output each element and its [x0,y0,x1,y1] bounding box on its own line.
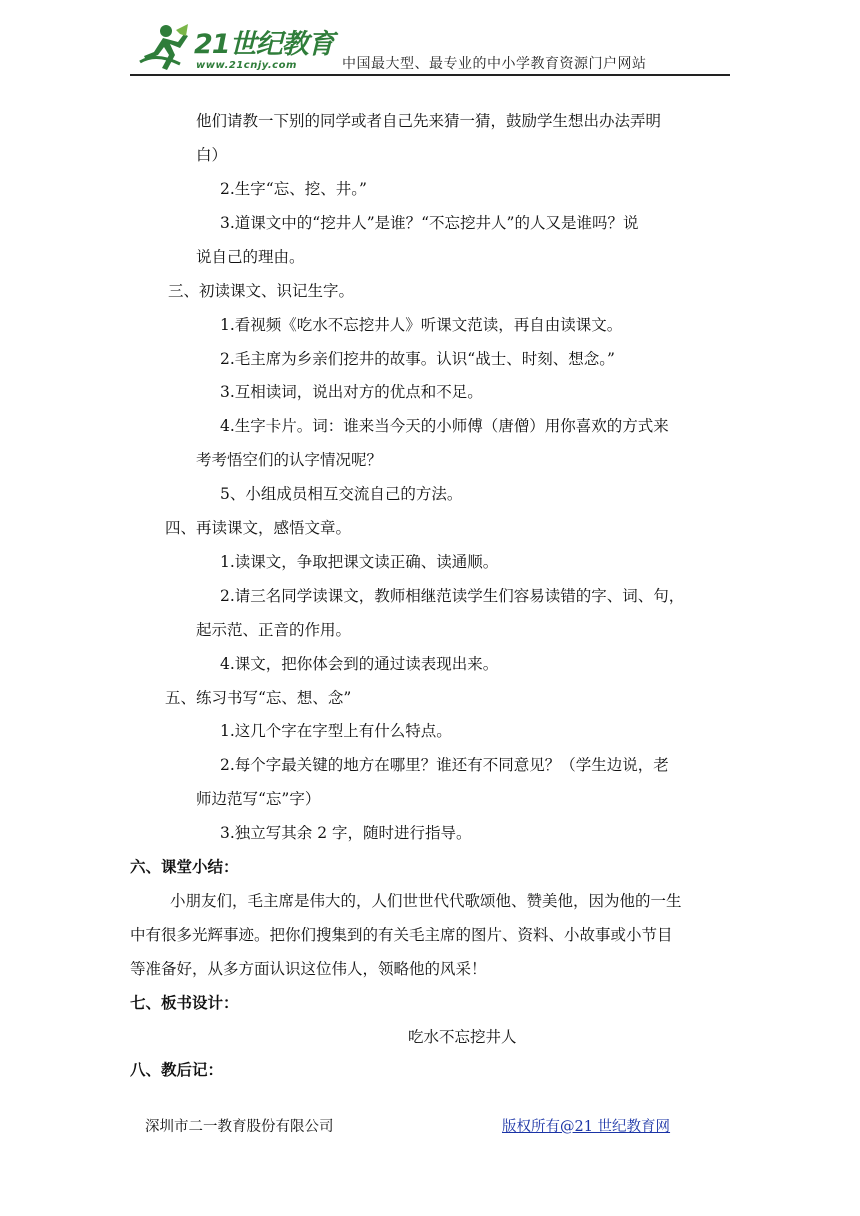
list-item: 3.互相读词，说出对方的优点和不足。 [220,383,483,401]
section-heading: 八、教后记： [130,1060,224,1079]
paragraph-line: 说自己的理由。 [196,248,305,266]
section-heading: 五、练习书写“忘、想、念” [165,689,352,707]
list-item: 3.道课文中的“挖井人”是谁？“不忘挖井人”的人又是谁吗？说 [220,214,639,232]
list-item: 2.生字“忘、挖、井。” [220,180,367,198]
paragraph-line: 起示范、正音的作用。 [196,621,352,639]
list-item: 2.毛主席为乡亲们挖井的故事。认识“战士、时刻、想念。” [220,350,615,368]
list-item: 2.每个字最关键的地方在哪里？谁还有不同意见？（学生边说，老 [220,756,669,774]
footer-company: 深圳市二一教育股份有限公司 [145,1119,334,1135]
section-heading: 六、课堂小结： [130,857,239,876]
running-figure-icon [136,22,196,74]
list-item: 2.请三名同学读课文，教师相继范读学生们容易读错的字、词、句， [220,587,685,605]
paragraph-line: 白） [196,146,228,164]
section-heading: 三、初读课文、识记生字。 [168,282,355,300]
footer-copyright-link[interactable]: 版权所有@21 世纪教育网 [502,1119,671,1135]
list-item: 5、小组成员相互交流自己的方法。 [220,485,463,503]
header-divider [130,74,730,76]
paragraph-line: 等准备好，从多方面认识这位伟人，领略他的风采！ [130,960,487,978]
site-logo [136,22,336,74]
paragraph-line: 小朋友们，毛主席是伟大的，人们世世代代歌颂他、赞美他，因为他的一生 [170,892,682,910]
section-heading: 七、板书设计： [130,993,239,1012]
list-item: 3.独立写其余 2 字，随时进行指导。 [220,824,472,842]
logo-text: 21世纪教育 [194,29,334,60]
paragraph-line: 中有很多光辉事迹。把你们搜集到的有关毛主席的图片、资料、小故事或小节目 [130,926,673,944]
list-item: 1.看视频《吃水不忘挖井人》听课文范读，再自由读课文。 [220,316,623,334]
logo-url: www.21cnjy.com [196,60,297,71]
list-item: 4.课文，把你体会到的通过读表现出来。 [220,655,499,673]
header-tagline: 中国最大型、最专业的中小学教育资源门户网站 [342,56,647,72]
paragraph-line: 考考悟空们的认字情况呢？ [196,451,383,469]
list-item: 1.读课文，争取把课文读正确、读通顺。 [220,553,499,571]
list-item: 4.生字卡片。词：谁来当今天的小师傅（唐僧）用你喜欢的方式来 [220,417,669,435]
section-heading: 四、再读课文，感悟文章。 [165,519,352,537]
board-title: 吃水不忘挖井人 [408,1028,517,1046]
paragraph-line: 他们请教一下别的同学或者自己先来猜一猜，鼓励学生想出办法弄明 [196,112,662,130]
page-header [130,18,730,76]
paragraph-line: 师边范写“忘”字） [196,790,321,808]
list-item: 1.这几个字在字型上有什么特点。 [220,722,452,740]
